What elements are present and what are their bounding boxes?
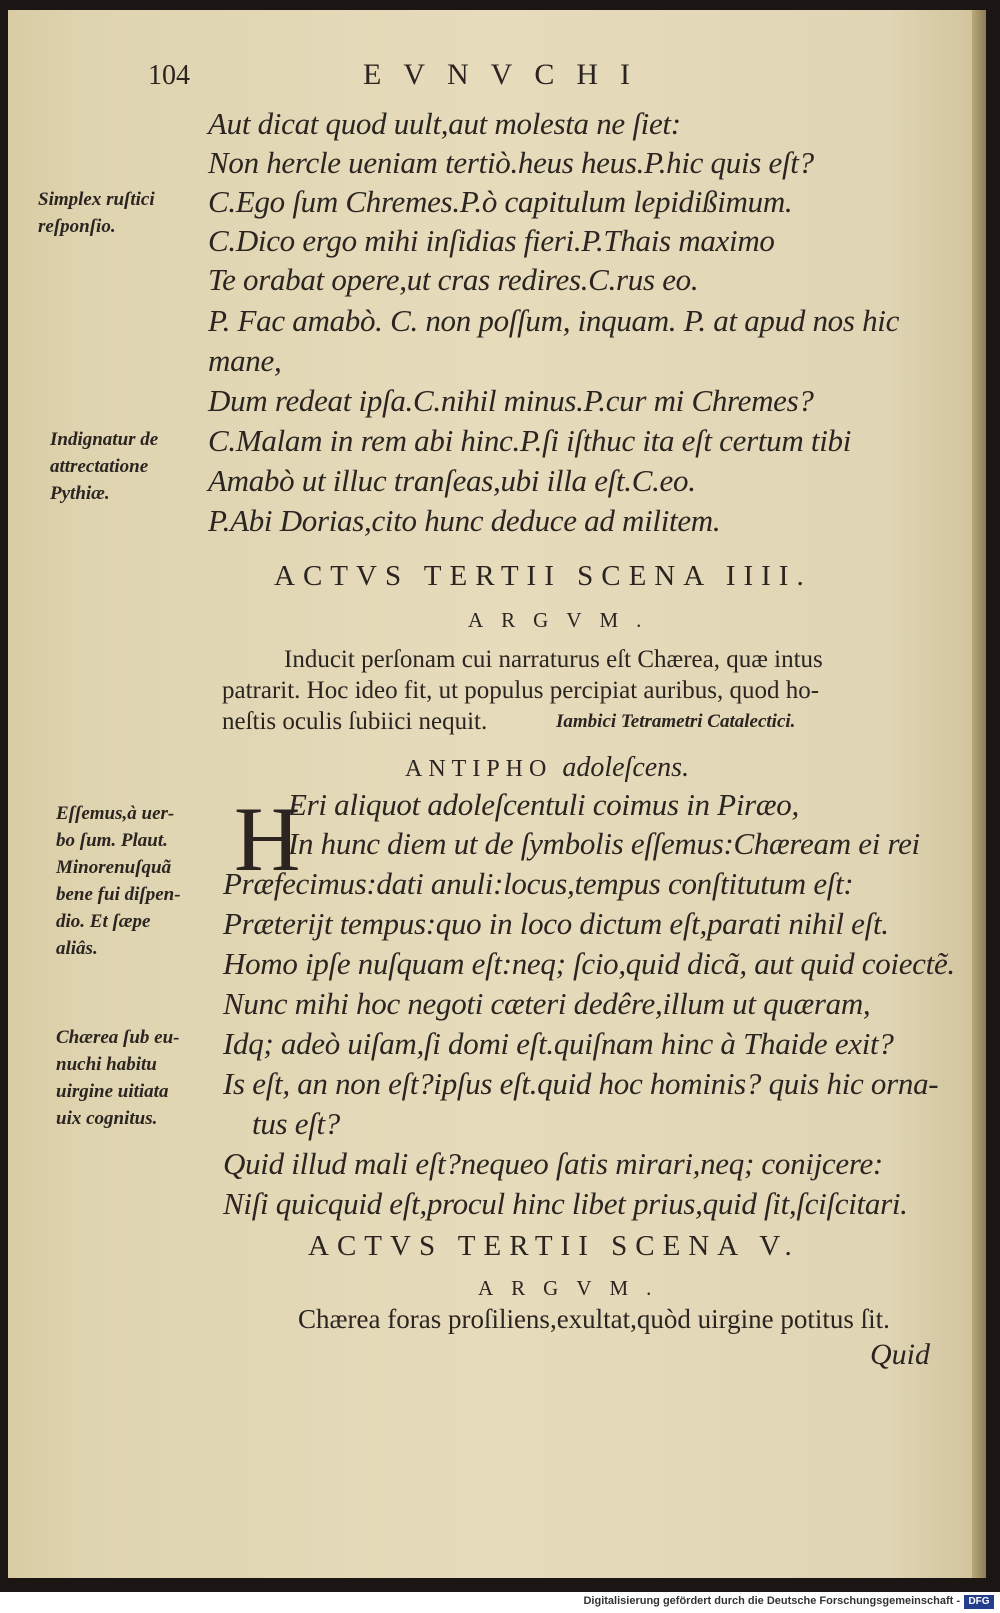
verse-line: C.Malam in rem abi hinc.P.ſi iſthuc ita eſt certum tibi bbox=[208, 423, 852, 458]
scene-heading: ACTVS TERTII SCENA IIII. bbox=[274, 560, 812, 592]
verse-line: Præfecimus:dati anuli:locus,tempus conſtitutum eſt: bbox=[223, 866, 854, 901]
verse-line: Dum redeat ipſa.C.nihil minus.P.cur mi Chremes? bbox=[208, 383, 814, 418]
catchword: Quid bbox=[870, 1338, 930, 1371]
dfg-logo-icon: DFG bbox=[964, 1595, 994, 1609]
argument-line: neſtis oculis ſubiici nequit. bbox=[222, 708, 488, 735]
margin-note-line: attrectatione bbox=[50, 456, 149, 477]
drop-initial: H bbox=[234, 788, 301, 890]
margin-note-line: uix cognitus. bbox=[56, 1108, 158, 1129]
margin-note bbox=[38, 186, 208, 240]
speaker-heading bbox=[405, 752, 689, 784]
margin-note-line: aliâs. bbox=[56, 938, 98, 959]
verse-line: Aut dicat quod uult,aut molesta ne ſiet: bbox=[208, 106, 681, 141]
margin-note bbox=[50, 426, 220, 507]
margin-note-line: bene fui diſpen- bbox=[56, 884, 181, 905]
margin-note-line: uirgine uitiata bbox=[56, 1081, 169, 1102]
verse-line: Nunc mihi hoc negoti cæteri dedêre,illum ut quæram, bbox=[223, 986, 871, 1021]
speaker-role: adoleſcens. bbox=[562, 752, 690, 783]
margin-note-line: Indignatur de bbox=[50, 429, 159, 450]
margin-note-line: Chærea ſub eu- bbox=[56, 1027, 180, 1048]
verse-line: Niſi quicquid eſt,procul hinc libet prius,quid ſit,ſciſcitari. bbox=[223, 1186, 908, 1221]
margin-note-line: Eſſemus,à uer- bbox=[56, 803, 175, 824]
scene-heading: ACTVS TERTII SCENA V. bbox=[308, 1230, 800, 1262]
margin-note-line: Minorenuſquã bbox=[56, 857, 172, 878]
margin-note-line: reſponſio. bbox=[38, 216, 116, 237]
verse-line: Homo ipſe nuſquam eſt:neq; ſcio,quid dicã, aut quid coiectẽ. bbox=[223, 946, 955, 981]
margin-note-line: Simplex ruſtici bbox=[38, 189, 155, 210]
verse-line: Amabò ut illuc tranſeas,ubi illa eſt.C.eo. bbox=[208, 463, 696, 498]
verse-line: tus eſt? bbox=[252, 1106, 341, 1141]
verse-line: Præterijt tempus:quo in loco dictum eſt,parati nihil eſt. bbox=[223, 906, 889, 941]
margin-note-line: Pythiæ. bbox=[50, 483, 110, 504]
page-edge bbox=[972, 10, 986, 1578]
footer-bar bbox=[0, 1594, 1000, 1613]
verse-line: Te orabat opere,ut cras redires.C.rus eo. bbox=[208, 262, 699, 297]
verse-line: Quid illud mali eſt?nequeo ſatis mirari,neq; conijcere: bbox=[223, 1146, 883, 1181]
verse-line: Is eſt, an non eſt?ipſus eſt.quid hoc hominis? quis hic orna- bbox=[223, 1066, 939, 1101]
argument-line: patrarit. Hoc ideo fit, ut populus percipiat auribus, quod ho- bbox=[222, 677, 820, 704]
meter-note: Iambici Tetrametri Catalectici. bbox=[556, 711, 796, 732]
footer-credit: Digitalisierung gefördert durch die Deutsche Forschungsgemeinschaft - bbox=[583, 1595, 960, 1607]
margin-note-line: bo ſum. Plaut. bbox=[56, 830, 168, 851]
verse-line: C.Ego ſum Chremes.P.ò capitulum lepidißimum. bbox=[208, 184, 793, 219]
verse-line: mane, bbox=[208, 343, 282, 378]
verse-line: P.Abi Dorias,cito hunc deduce ad militem. bbox=[208, 503, 721, 538]
margin-note bbox=[56, 1024, 226, 1132]
argument-line: Inducit perſonam cui narraturus eſt Chærea, quæ intus bbox=[284, 646, 823, 673]
verse-line: In hunc diem ut de ſymbolis eſſemus:Chæream ei rei bbox=[288, 826, 920, 861]
argument-label: ARGVM. bbox=[468, 608, 660, 632]
margin-note-line: dio. Et ſæpe bbox=[56, 911, 151, 932]
page-number: 104 bbox=[148, 60, 190, 91]
verse-line: P. Fac amabò. C. non poſſum, inquam. P. at apud nos hic bbox=[208, 303, 900, 338]
speaker-name: ANTIPHO bbox=[405, 756, 553, 782]
verse-line: Non hercle ueniam tertiò.heus heus.P.hic quis eſt? bbox=[208, 145, 814, 180]
margin-note-line: nuchi habitu bbox=[56, 1054, 157, 1075]
verse-line: Eri aliquot adoleſcentuli coimus in Piræo, bbox=[288, 787, 799, 822]
margin-note bbox=[56, 800, 226, 962]
argument-line: Chærea foras proſiliens,exultat,quòd uirgine potitus ſit. bbox=[298, 1304, 890, 1334]
verse-line: Idq; adeò uiſam,ſi domi eſt.quiſnam hinc à Thaide exit? bbox=[223, 1026, 894, 1061]
argument-label: ARGVM. bbox=[478, 1276, 670, 1300]
book-page bbox=[8, 10, 986, 1578]
running-title: EVNVCHI bbox=[363, 58, 652, 91]
verse-line: C.Dico ergo mihi inſidias fieri.P.Thais maximo bbox=[208, 223, 775, 258]
